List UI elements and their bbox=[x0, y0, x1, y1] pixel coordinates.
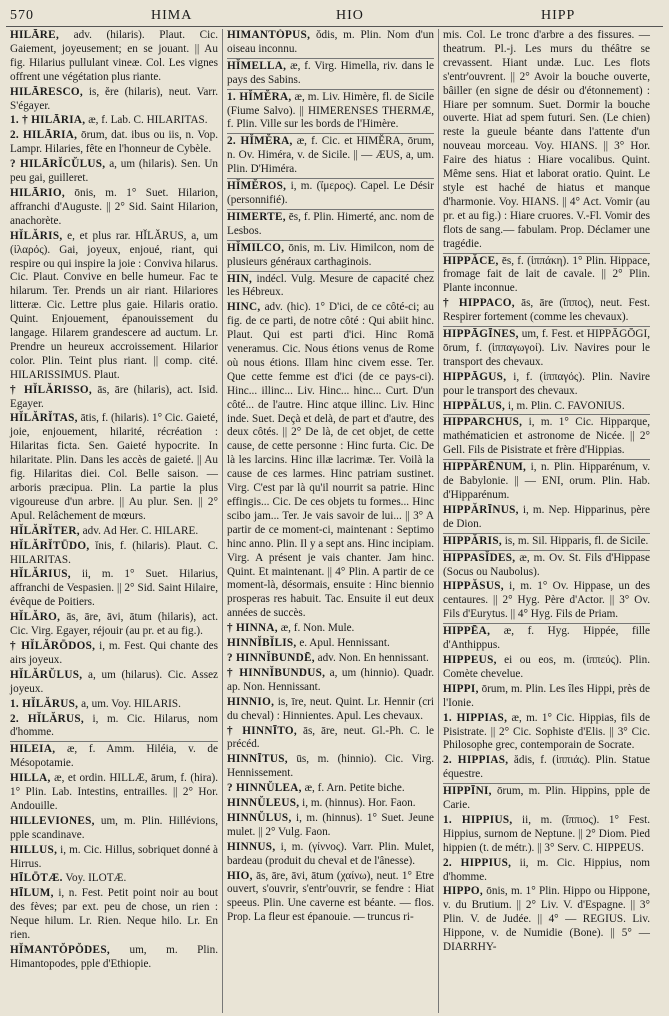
dictionary-entry bbox=[227, 812, 434, 840]
entry-definition: i, m. Plin. C. FAVONIUS. bbox=[505, 399, 625, 412]
entry-definition: æ, et ordin. HILLÆ, ārum, f. (hira). 1° Plin. Lab. Intestins, entrailles. || 2° Hor. Andouille. bbox=[10, 772, 218, 812]
dictionary-entry bbox=[227, 841, 434, 869]
entry-headword: 2. HILĀRIA, bbox=[10, 129, 78, 142]
dictionary-entry bbox=[227, 797, 434, 811]
entry-headword: HĬMILCO, bbox=[227, 241, 285, 254]
entry-headword: HIPPĀGĪNES, bbox=[443, 328, 519, 341]
entry-definition: mis. Col. Le tronc d'arbre a des fissures. — theatrum. Pl.-j. Les murs du théâtre se crevassent. Hiant undæ. Luc. Les flots s'entr'ouvrent. || 2° Avoir la bouche ouverte, bâiller (en signe de désir ou d'étonnement) : Hiare per somnum. Suet. Dormir la bouche ouverte. Hiat ad spem futuri. Sen. (Le chien) reste la gueule béante dans l'attente d'un nouveau morceau. Voy. HIANS. || 3° Hor. Faire des hiatus : Hiare vocalibus. Quint. Même sens. Hiat et laborat oratio. Quint. Le style est haché de hiatus et manque d'harmonie. Voy. HIANS. || 4° Act. Vomir (au pr. et au fig.) : Hiare cruores. V.-Fl. Vomir des flots de sang.— fabulam. Prop. Déclamer une tragédie. bbox=[443, 29, 650, 250]
entry-definition: æ, f. Virg. Himella, riv. dans le pays des Sabins. bbox=[227, 59, 434, 86]
dictionary-entry bbox=[227, 870, 434, 926]
entry-headword: ? HINNŬLEA, bbox=[227, 782, 302, 795]
entry-headword: ? HINNĬBUNDĒ, bbox=[227, 651, 315, 664]
entry-headword: HĬMĔROS, bbox=[227, 180, 287, 193]
entry-headword: 1. HĬMĔRA, bbox=[227, 90, 292, 103]
entry-headword: HIPPĂRĪNUS, bbox=[443, 503, 519, 516]
entry-headword: HIPPĪNI, bbox=[443, 785, 492, 798]
entry-headword: HILLA, bbox=[10, 772, 51, 785]
entry-definition: Voy. ILOTÆ. bbox=[62, 872, 127, 885]
entry-definition: ŏdis, m. Plin. Nom d'un oiseau inconnu. bbox=[227, 29, 434, 55]
entry-definition: um, m. Plin. Hillévions, pple scandinave. bbox=[10, 814, 218, 841]
dictionary-entry bbox=[10, 872, 218, 886]
entry-definition: ōnis, m. 1° Suet. Hilarion, affranchi d'Auguste. || 2° Sid. Saint Hilarion, anachorète. bbox=[10, 186, 218, 227]
entry-definition: ĭnis, f. (hilaris). Plaut. C. HILARITAS. bbox=[10, 539, 218, 566]
entry-definition: a, um (hilaris). Sen. Un peu gai, guilleret. bbox=[10, 158, 218, 185]
entry-headword: HIMERTE, bbox=[227, 210, 286, 223]
entry-headword: 2. HĬLĂRUS, bbox=[10, 712, 84, 725]
entry-headword: HIPPĂLUS, bbox=[443, 399, 506, 412]
dictionary-entry bbox=[10, 611, 218, 639]
entry-headword: HINNIO, bbox=[227, 695, 275, 708]
column-right bbox=[438, 29, 654, 1013]
dictionary-entry bbox=[443, 814, 650, 856]
entry-definition: ūs, m. (hinnio). Cic. Virg. Hennissement. bbox=[227, 753, 434, 780]
entry-headword: HĬLĂRO, bbox=[10, 611, 61, 624]
dictionary-entry bbox=[443, 459, 650, 503]
dictionary-entry bbox=[227, 29, 434, 57]
dictionary-entry bbox=[443, 712, 650, 754]
entry-headword: HIPPEUS, bbox=[443, 653, 497, 666]
dictionary-entry bbox=[10, 772, 218, 814]
entry-definition: adv. Non. En hennissant. bbox=[314, 651, 429, 664]
entry-definition: æ, f. Non. Mule. bbox=[277, 622, 355, 635]
dictionary-entry bbox=[10, 568, 218, 610]
dictionary-entry bbox=[443, 683, 650, 711]
dictionary-entry bbox=[443, 783, 650, 813]
entry-headword: HIPPO, bbox=[443, 885, 484, 898]
entry-definition: is, ĕre (hilaris), neut. Varr. S'égayer. bbox=[10, 85, 218, 112]
dictionary-entry bbox=[10, 698, 218, 712]
entry-definition: ădis, f. (ἱππιάς). Plin. Statue équestre. bbox=[443, 754, 650, 781]
dictionary-entry bbox=[227, 782, 434, 796]
entry-definition: adv. (hilaris). Plaut. Cic. Gaiement, joyeusement; en se jouant. || Au fig. Hilarius pullulant vineæ. Col. Les vignes offrent une végétation plus riante. bbox=[10, 29, 218, 83]
entry-headword: HIMANTŎPUS, bbox=[227, 29, 311, 41]
dictionary-entry bbox=[227, 753, 434, 781]
entry-headword: 2. HIPPIAS, bbox=[443, 754, 509, 767]
entry-definition: æ, f. Lab. C. HILARITAS. bbox=[85, 114, 208, 127]
dictionary-entry bbox=[443, 400, 650, 414]
entry-definition: a, um (hilarus). Cic. Assez joyeux. bbox=[10, 668, 218, 695]
column-left bbox=[6, 29, 222, 1013]
entry-headword: HĬLĂRĬTAS, bbox=[10, 412, 78, 425]
dictionary-entry bbox=[10, 129, 218, 157]
entry-headword: HIPPĒA, bbox=[443, 625, 491, 638]
entry-definition: ās, āre, āvi, ātum (hilaris), act. Cic. Virg. Egayer, réjouir (au pr. et au fig.). bbox=[10, 611, 218, 638]
entry-definition: ās, āre, neut. Gl.-Ph. C. le précéd. bbox=[227, 724, 434, 751]
dictionary-entry bbox=[443, 414, 650, 458]
entry-definition: ii, m. (ἵππιος). 1° Fest. Hippius, surnom de Neptune. || 2° Diom. Pied hippien (t. de métr.). || 3° Serv. C. HIPPEUS. bbox=[443, 813, 650, 854]
entry-headword: HĬMELLA, bbox=[227, 59, 287, 72]
entry-definition: indécl. Vulg. Mesure de capacité chez les Hébreux. bbox=[227, 272, 434, 299]
entry-headword: HILLUS, bbox=[10, 843, 58, 856]
entry-headword: HĬLĂRIS, bbox=[10, 229, 63, 242]
entry-definition: æ, m. Liv. Himère, fl. de Sicile (Fiume Salvo). || HIMERENSES THERMÆ, f. Plin. Ville sur les bords de l'Himère. bbox=[227, 90, 434, 131]
entry-headword: † HINNA, bbox=[227, 622, 278, 635]
dictionary-entry bbox=[227, 89, 434, 133]
dictionary-entry bbox=[227, 271, 434, 301]
dictionary-entry bbox=[227, 209, 434, 239]
running-head-middle: HIO bbox=[336, 8, 364, 23]
entry-definition: i, m. (ἵμερος). Capel. Le Désir (personnifié). bbox=[227, 180, 434, 206]
dictionary-entry bbox=[10, 114, 218, 128]
entry-definition: i, m. Nep. Hipparinus, père de Dion. bbox=[443, 503, 650, 530]
entry-headword: HĪLUM, bbox=[10, 887, 54, 900]
entry-definition: ōrum, m. Plin. Hippins, pple de Carie. bbox=[443, 785, 650, 812]
entry-definition: i, m. Cic. Hillus, sobriquet donné à Hirrus. bbox=[10, 843, 218, 870]
entry-headword: HINNUS, bbox=[227, 840, 276, 853]
entry-definition: ātis, f. (hilaris). 1° Cic. Gaieté, joie, enjouement, hilarité, récréation : Hilaritas ficta. Sen. Gaieté hypocrite. In hilaritate. Plin. Dans les accès de gaieté. || Au fig. Hilaritas diei. Col. Belle saison. — arboris præcipua. Plin. La partie la plus vigoureuse d'un arbre. || Au plur. Sen. || 2° Apul. Relâchement de mœurs. bbox=[10, 412, 219, 522]
entry-definition: adv. Ad Her. C. HILARE. bbox=[79, 524, 199, 537]
dictionary-entry bbox=[443, 326, 650, 370]
entry-headword: HINC, bbox=[227, 301, 261, 314]
entry-definition: adv. (hic). 1° D'ici, de ce côté-ci; au fig. de ce parti, de notre côté : Qui abiit hinc. Plaut. Qui est parti d'ici. Hinc Romā veneramus. Cic. Nous étions venus de Rome où nous étions. Illam hinc civem esse. Ter. Que cette femme est d'ici (de ce pays-ci). Hinc... illinc... Liv. Hinc... hinc... Curt. D'un côté... de l'autre. Hinc atque illinc. Liv. Hinc inde. Suet. Deçà et delà, de part et d'autre, des deux côtés. || 2° De là, de cet objet, de cette cause, de cette personne : Hinc furta. Cic. De là les larcins. Hinc illæ lacrimæ. Ter. Voilà la cause de ces larmes. Hinc patriam sustinet. Virg. C'est par là qu'il nourrit sa patrie. Hinc effingis... Cic. De ces objets tu formes... Hinc scibo jam... Ter. Je vais savoir de lui... || 3° A partir de ce moment-ci, maintenant : Septimo hinc anno. Plin. Il y a sept ans. Hinc incipiam. Virg. A présent je vais chanter. Jam hinc. Quint. Et maintenant. || 4° Plin. A partir de ce moment-là, désormais, ensuite : Hinc biennio prosperas res habuit. Tac. Ensuite il eut deux années de succès. bbox=[227, 301, 434, 620]
dictionary-entry bbox=[227, 622, 434, 636]
entry-headword: 2. HIPPIUS, bbox=[443, 856, 512, 869]
entry-headword: † HĬLĂRŌDOS, bbox=[10, 639, 96, 652]
entry-definition: ēs, f. (ἱππάκη). 1° Plin. Hippace, fromage fait de lait de cavale. || 2° Plin. Plante inconnue. bbox=[443, 254, 650, 295]
dictionary-entry bbox=[443, 754, 650, 782]
entry-headword: 1. † HILĀRIA, bbox=[10, 114, 86, 127]
dictionary-entry bbox=[10, 158, 218, 186]
dictionary-entry bbox=[443, 885, 650, 955]
dictionary-entry bbox=[10, 86, 218, 114]
dictionary-entry bbox=[443, 580, 650, 622]
entry-headword: † HINNĬBUNDUS, bbox=[227, 666, 326, 679]
entry-definition: i, f. (ἱππαγός). Plin. Navire pour le transport des chevaux. bbox=[443, 370, 650, 397]
entry-definition: i, m. (γίννος). Varr. Plin. Mulet, bardeau (produit du cheval et de l'ânesse). bbox=[227, 840, 434, 867]
entry-definition: i, m. (hinnus). Hor. Faon. bbox=[299, 797, 416, 810]
entry-headword: HIPPARCHUS, bbox=[443, 416, 523, 429]
dictionary-entry bbox=[10, 669, 218, 697]
entry-headword: HIO, bbox=[227, 869, 253, 882]
dictionary-entry bbox=[227, 725, 434, 753]
dictionary-entry bbox=[10, 230, 218, 383]
entry-definition: ās, āre (hilaris), act. Isid. Egayer. bbox=[10, 383, 218, 410]
entry-headword: HIPPĂSUS, bbox=[443, 580, 504, 593]
entry-headword: HIN, bbox=[227, 272, 253, 285]
entry-definition: æ, m. Ov. St. Fils d'Hippase (Socus ou Naubolus). bbox=[443, 551, 650, 578]
dictionary-entry bbox=[227, 58, 434, 88]
entry-definition: e, et plus rar. HĬLĂRUS, a, um (ἱλαρός). Gai, joyeux, enjoué, riant, qui respire ou qui inspire la joie : Conviva hilarus. Cic. Plaut. Convive en belle humeur. Fac te hilarum. Ter. Prends un air riant. Hilariores litteræ. Cic. Lettre plus gaie. Hilaris oratio. Quint. Enjouement, épanouissement du langage. Hilarem grandescere ad auctum. Lr. Prendre un heureux accroissement. Hilarior color. Plin. Teint plus riant. || comp. cité. HILARISSIMUS. Plaut. bbox=[10, 229, 218, 381]
dictionary-entry bbox=[10, 741, 218, 771]
entry-definition: um, f. Fest. et HIPPĀGŌGI, ōrum, f. (ἱππαγωγοί). Liv. Navires pour le transport des chevaux. bbox=[443, 328, 650, 368]
page-header bbox=[6, 6, 663, 27]
entry-headword: HIPPĂRĒNUM, bbox=[443, 461, 527, 474]
entry-definition: æ, f. Cic. et HIMĔRA, ōrum, n. Ov. Himéra, v. de Sicile. || — ÆUS, a, um. Plin. D'Himéra. bbox=[227, 135, 434, 176]
dictionary-entry bbox=[443, 371, 650, 399]
entry-definition: i, m. 1° Ov. Hippase, un des centaures. || 2° Hyg. Père d'Actor. || 3° Ov. Fils d'Eurytus. || 4° Hyg. Fils de Priam. bbox=[443, 580, 650, 621]
dictionary-entry bbox=[443, 654, 650, 682]
dictionary-entry bbox=[10, 887, 218, 943]
column-middle bbox=[222, 29, 438, 1013]
dictionary-entry bbox=[10, 525, 218, 539]
entry-definition: ōrum, dat. ibus ou iis, n. Vop. Lampr. Hilaries, fête en l'honneur de Cybèle. bbox=[10, 129, 218, 156]
dictionary-entry bbox=[443, 857, 650, 885]
entry-headword: HINNĪTUS, bbox=[227, 753, 288, 766]
entry-headword: HILLEVIONES, bbox=[10, 814, 95, 827]
entry-headword: HILĀRIO, bbox=[10, 186, 65, 199]
dictionary-entry bbox=[443, 29, 650, 252]
entry-headword: 1. HIPPIUS, bbox=[443, 813, 513, 826]
dictionary-entry bbox=[10, 815, 218, 843]
dictionary-entry bbox=[443, 504, 650, 532]
entry-headword: HIPPI, bbox=[443, 682, 479, 695]
dictionary-entry bbox=[443, 533, 650, 549]
entry-definition: ōrum, m. Plin. Les îles Hippi, près de l'Ionie. bbox=[443, 682, 650, 709]
entry-headword: HIPPASĬDES, bbox=[443, 551, 516, 564]
entry-definition: æ, m. 1° Cic. Hippias, fils de Pisistrate. || 2° Cic. Sophiste d'Elis. || 3° Cic. Philosophe grec, contemporain de Socrate. bbox=[443, 711, 650, 752]
entry-headword: HĬLĂRŬLUS, bbox=[10, 668, 83, 681]
entry-headword: HIPPĂCE, bbox=[443, 254, 499, 267]
page-number: 570 bbox=[10, 8, 34, 23]
dictionary-entry bbox=[10, 640, 218, 668]
dictionary-entry bbox=[227, 301, 434, 621]
entry-headword: 2. HĬMĔRA, bbox=[227, 135, 293, 148]
entry-headword: HINNŬLEUS, bbox=[227, 797, 300, 810]
entry-headword: † HĬLĂRISSO, bbox=[10, 383, 93, 396]
entry-headword: HILĀRE, bbox=[10, 29, 60, 41]
dictionary-entry bbox=[443, 550, 650, 580]
entry-definition: ii, m. Cic. Hippius, nom d'homme. bbox=[443, 856, 650, 883]
entry-definition: um, m. Plin. Himantopodes, pple d'Ethiopie. bbox=[10, 944, 218, 970]
entry-definition: is, īre, neut. Quint. Lr. Hennir (cri du cheval) : Hinnientes. Apul. Les chevaux. bbox=[227, 695, 434, 722]
entry-headword: HĬLĂRĬTER, bbox=[10, 524, 80, 537]
entry-definition: i, m. 1° Cic. Hipparque, mathématicien et astronome de Nicée. || 2° Gell. Fils de Pisistrate et frère d'Hippias. bbox=[443, 416, 650, 457]
dictionary-entry bbox=[10, 187, 218, 229]
entry-headword: HILĀRESCO, bbox=[10, 85, 83, 98]
dictionary-entry bbox=[227, 178, 434, 208]
entry-definition: æ, f. Hyg. Hippée, fille d'Anthippus. bbox=[443, 625, 650, 652]
entry-definition: ii, m. 1° Suet. Hilarius, affranchi de Vespasien. || 2° Sid. Saint Hilaire, évêque de Poitiers. bbox=[10, 568, 218, 609]
entry-headword: 1. HIPPIAS, bbox=[443, 711, 508, 724]
entry-definition: i, m. (hinnus). 1° Suet. Jeune mulet. || 2° Vulg. Faon. bbox=[227, 811, 434, 838]
entry-definition: is, m. Sil. Hipparis, fl. de Sicile. bbox=[501, 534, 649, 547]
entry-definition: ōnis, m. Liv. Himilcon, nom de plusieurs généraux carthaginois. bbox=[227, 241, 434, 268]
columns bbox=[6, 29, 663, 1013]
dictionary-entry bbox=[227, 133, 434, 177]
entry-definition: e. Apul. Hennissant. bbox=[296, 637, 390, 650]
entry-definition: ōnis, m. 1° Plin. Hippo ou Hippone, v. du Brutium. || 2° Liv. V. d'Espagne. || 3° Plin. V. de Judée. || 4° — REGIUS. Liv. Hippone, v. de Numidie (Bone). || 5° — DIARRHY- bbox=[443, 885, 650, 954]
entry-headword: HĬLĂRIUS, bbox=[10, 568, 71, 581]
entry-definition: ei ou eos, m. (ἱππεύς). Plin. Comète chevelue. bbox=[443, 653, 650, 680]
entry-definition: i, m. Fest. Qui chante des airs joyeux. bbox=[10, 639, 218, 666]
entry-headword: HIPPĂRIS, bbox=[443, 534, 502, 547]
entry-definition: ēs, f. Plin. Himerté, anc. nom de Lesbos. bbox=[227, 210, 434, 237]
dictionary-entry bbox=[10, 384, 218, 412]
entry-definition: ās, āre (ἵππος), neut. Fest. Respirer fortement (comme les chevaux). bbox=[443, 297, 650, 324]
entry-headword: 1. HĬLĂRUS, bbox=[10, 697, 79, 710]
dictionary-entry bbox=[227, 696, 434, 724]
entry-headword: † HIPPACO, bbox=[443, 297, 515, 310]
entry-headword: ? HILĀRĬCŬLUS, bbox=[10, 158, 106, 171]
entry-definition: ās, āre, āvi, ātum (χαίνω), neut. 1° Etre ouvert, s'ouvrir, s'entr'ouvrir, se fendre : Hiat speeus. Plin. Une caverne est béante. — flos. Prop. La fleur est épanouie. — truncus ri- bbox=[227, 869, 434, 924]
entry-definition: i, m. Cic. Hilarus, nom d'homme. bbox=[10, 712, 219, 739]
entry-headword: HĬMANTŎPŎDES, bbox=[10, 944, 110, 956]
dictionary-entry bbox=[227, 652, 434, 666]
entry-headword: HILEIA, bbox=[10, 743, 56, 756]
dictionary-entry bbox=[443, 253, 650, 297]
entry-definition: a, um. Voy. HILARIS. bbox=[78, 697, 181, 710]
running-head-left: HIMA bbox=[151, 8, 193, 23]
entry-definition: i, n. Plin. Hipparénum, v. de Babylonie. || — ENI, orum. Plin. Hab. d'Hipparénum. bbox=[443, 461, 650, 501]
entry-headword: † HINNĪTO, bbox=[227, 724, 298, 737]
dictionary-entry bbox=[10, 713, 218, 741]
entry-definition: i, n. Fest. Petit point noir au bout des fèves; par ext. peu de chose, un rien : Neque hilum. Lr. Rien. Neque hilo. Lr. En rien. bbox=[10, 887, 218, 942]
dictionary-entry bbox=[10, 944, 218, 972]
dictionary-entry bbox=[10, 844, 218, 872]
entry-definition: æ, f. Amm. Hiléia, v. de Mésopotamie. bbox=[10, 743, 218, 770]
dictionary-entry bbox=[227, 240, 434, 270]
dictionary-entry bbox=[443, 297, 650, 325]
entry-headword: HĪLŌTÆ. bbox=[10, 872, 63, 885]
entry-headword: HINNĬBĬLIS, bbox=[227, 637, 297, 650]
dictionary-entry bbox=[443, 623, 650, 653]
entry-headword: HIPPĀGUS, bbox=[443, 370, 507, 383]
entry-headword: HINNŬLUS, bbox=[227, 811, 292, 824]
dictionary-entry bbox=[10, 29, 218, 85]
entry-definition: æ, f. Arn. Petite biche. bbox=[301, 782, 405, 795]
dictionary-entry bbox=[10, 540, 218, 568]
running-head-right: HIPP bbox=[541, 8, 576, 23]
entry-headword: HĬLĂRĬTŪDO, bbox=[10, 539, 90, 552]
dictionary-entry bbox=[227, 637, 434, 651]
dictionary-entry bbox=[10, 412, 218, 523]
dictionary-entry bbox=[227, 667, 434, 695]
entry-definition: a, um (hinnio). Quadr. ap. Non. Hennissant. bbox=[227, 666, 434, 693]
